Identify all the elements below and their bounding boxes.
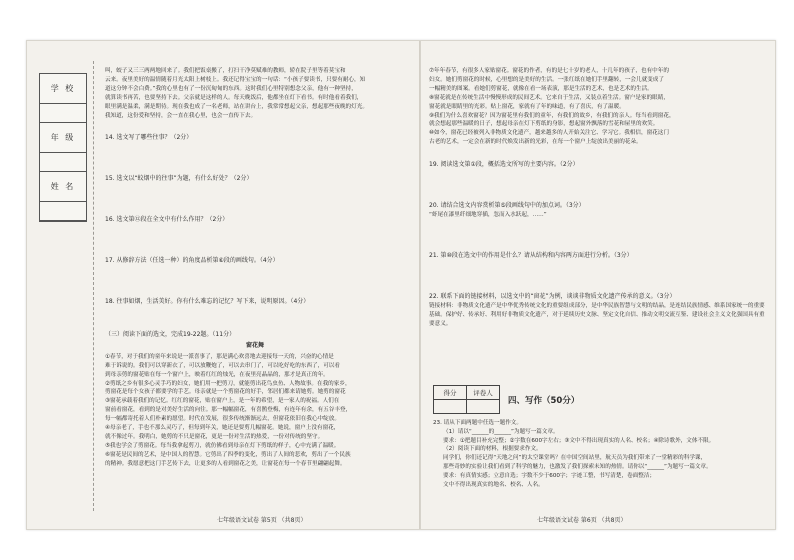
name-field[interactable] — [40, 202, 86, 221]
page-fold — [419, 41, 421, 529]
exam-sheet — [26, 40, 776, 530]
passage-line: ④母亲老了，手也不那么灵巧了，但每到年关，她还是要剪几幅窗花。她说，窗户上没有窗花， — [105, 425, 340, 432]
essay-line: 23. 请从下面两题中任选一题作文。 — [433, 420, 522, 426]
passage-line: ②剪纸之乡有很多心灵手巧的妇女，她们用一把剪刀，就能剪出花鸟虫鱼、人物故事。在我的家乡， — [105, 380, 351, 387]
grade-field[interactable] — [40, 153, 86, 172]
essay-line: 同学们，你们还记得“天地之问”的太空课堂吗？在中国空间站里，航天员为我们带来了一堂精彩的科学课， — [443, 455, 707, 462]
section-three-heading: （三）阅读下面的选文，完成19-22题。（11分） — [105, 330, 236, 338]
passage-line: ⑤我也学会了剪窗花。每当我拿起剪刀，就仿佛看到母亲在灯下剪纸的样子，心中充满了温暖。 — [105, 442, 340, 449]
score-box — [433, 385, 579, 414]
passage-line: ⑩如今，窗花已经被列入非物质文化遗产，越来越多的人开始关注它、学习它。我相信，窗花这门 — [429, 130, 669, 137]
passage-line: ⑨我们为什么喜欢窗花？因为窗花里有我们的童年，有我们的故乡，有我们的亲人。每当看到窗花， — [429, 112, 675, 119]
passage-line: 每一幅都寄托着人们朴素的愿望。时代在发展，很多传统渐渐远去，但窗花依旧在我心中绽放。 — [105, 416, 340, 423]
right-footer: 七年级语文试卷 第6页 （共8页） — [537, 517, 627, 524]
school-field[interactable] — [40, 104, 86, 123]
left-page — [105, 67, 405, 469]
answer-area[interactable] — [105, 266, 405, 284]
passage-line: 叫，蛟子又三三两两地回来了。我们把饭桌搬了，打扫干净莫赋难的教师，轿在院子里等着莫宝和 — [105, 68, 346, 74]
essay-line: （2）阅读下面的材料，根据要求作文。 — [443, 446, 542, 453]
question-20-quote: “虾尾在漆里纤细地穿插，忽而入水跃起，……” — [429, 211, 547, 218]
question-14: 14. 选文写了哪些往事？（2分） — [105, 134, 193, 142]
question-21: 21. 第⑩段在选文中的作用是什么？请从结构和内容两方面进行分析。（3分） — [429, 251, 633, 259]
question-16: 16. 选文第⑫段在全文中有什么作用？（2分） — [105, 216, 229, 224]
score-table — [433, 385, 500, 414]
question-18: 18. 往事如烟，生活美好。你有什么难忘的记忆？写下来，说明原因。（4分） — [105, 298, 310, 306]
grader-header: 评卷人 — [467, 386, 500, 400]
grader-cell[interactable] — [467, 400, 500, 414]
essay-line: 那些奇妙的实验让我们看到了科学的魅力，也激发了我们探索未知的热情。请你以“______”为题写一篇文章。 — [443, 463, 712, 470]
passage-line: 就算读书再苦，也要坚持下去。父亲就是这样的人。每天晚饭后，他都坐在灯下看书。有时他看着我们， — [105, 94, 363, 101]
essay-line: 文中不得出现真实的地名、校名、人名。 — [443, 481, 544, 488]
passage-line: 一幅精美的图案。看她们剪窗花，就像在看一场表演，那是生活的艺术，也是艺术的生活。 — [429, 85, 653, 92]
answer-area[interactable] — [105, 184, 405, 202]
passage-continued — [429, 67, 765, 147]
essay-line: （1）请以“______的______”为题写一篇文章。 — [443, 428, 559, 435]
school-label: 学 校 — [40, 74, 86, 104]
question-17: 17. 从修辞方法（任选一种）的角度品析第⑥段的画线句。（4分） — [105, 257, 279, 265]
passage-line: 剪窗花是每个女孩子都要学的手艺。母亲就是一个剪窗花的好手，邻居们都来请她剪。她剪的窗花 — [105, 389, 346, 396]
question-22: 22. 联系下面的链接材料，以选文中的“窗花”为例，谈谈非物质文化遗产传承的意义。（3分） — [429, 292, 676, 300]
essay-line: 要求：有真情实感；立意自选；字数不少于600字；字迹工整，书写清楚，卷面整洁； — [443, 472, 656, 479]
passage-line: 道这分钟不会白费。”我的心里也有了一份沉甸甸的东西。这时我们心里特别想念父亲，他有一种坚持， — [105, 85, 357, 92]
question-22-material: 链接材料：非物质文化遗产是中华优秀传统文化的重要组成部分，是中华民族智慧与文明的结晶，是连结民族情感、维系国家统一的重要基础。保护好、传承好、利用好非物质文化遗产，对于延续历史文脉、坚定文化自信、推动文明交流互鉴、建设社会主义文化强国具有重要意义。 — [429, 302, 765, 327]
score-cell[interactable] — [434, 400, 467, 414]
passage-line: 古老的艺术，一定会在新的时代焕发出新的光彩，在每一个窗户上绽放出美丽的花朵。 — [429, 139, 642, 146]
passage-line: 到母亲剪的窗花贴在每一个窗户上，映着红红的烛光，在夜里亮晶晶的，那才是真正的年。 — [105, 371, 329, 378]
passage-line: 云来。夜里美好的温情随着月光太阳上树枝上。我还记得宝宝的一句话：“小孩子要读书，只要有耐心，知 — [105, 76, 366, 83]
passage-line: 窗前看窗花，看到的是对美好生活的向往。那一幅幅窗花，有喜鹊登梅，有连年有余，有五谷丰登， — [105, 407, 352, 414]
passage-line: ③窗花承载着我们的记忆。红红的窗花，贴在窗户上，是一年的希望，是一家人的祝福。人们在 — [105, 398, 340, 405]
name-label: 姓 名 — [40, 172, 86, 202]
passage-line: ⑥窗花是民间的艺术，是中国人的智慧。它剪出了四季的变化，剪出了人间的悲欢，剪出了一个民族 — [105, 451, 351, 458]
right-page — [429, 67, 765, 328]
question-20: 20. 请结合选文内容赏析第⑤段画线句中的加点词。（3分） — [429, 202, 585, 210]
answer-area[interactable] — [105, 307, 405, 325]
passage-line: 就不像过年。我明白，她剪的不只是窗花，更是一份对生活的热爱，一份对传统的坚守。 — [105, 433, 324, 440]
score-header: 得分 — [434, 386, 467, 400]
passage-line: ⑧窗花就是在传统生活中慢慢形成的民间艺术。它来自于生活，又装点着生活。窗户是家的眼睛， — [429, 94, 669, 101]
answer-area[interactable] — [105, 225, 405, 243]
passage-body — [105, 353, 405, 469]
question-15: 15. 选文以“蚊烟中的往事”为题，有什么好处？（2分） — [105, 175, 253, 183]
passage-line: ⑦年年春节，有很多人家贴窗花。窗花的作者，有的是七十岁的老人，十几年的孩子，也有中年的 — [429, 68, 669, 74]
passage-line: 我知道，这份爱和坚持，会一直在我心里，也会一直传下去。 — [105, 112, 257, 119]
passage-top — [105, 67, 405, 120]
passage-line: 妇女。她们剪窗花的时候，心里想的是美好的生活。一张红纸在她们手里翻转，一会儿就变成了 — [429, 76, 664, 83]
passage-line: 就会想起那些温暖的日子，想起母亲在灯下剪纸的身影，想起窗外飘落的雪花和屋里的欢笑。 — [429, 121, 659, 128]
essay-line: 要求：①把题目补充完整；②字数在600字左右；③文中不得出现真实的人名、校名；④除诗歌外，文体不限。 — [443, 437, 715, 444]
answer-area[interactable] — [105, 143, 405, 161]
binding-line — [93, 61, 94, 511]
answer-area[interactable] — [429, 170, 765, 188]
question-19: 19. 阅读选文第①段，概括选文所写的主要内容。（2分） — [429, 161, 579, 169]
section-four-heading: 四、写作（50分） — [508, 395, 580, 406]
passage-title: 窗花舞 — [245, 341, 264, 349]
left-footer: 七年级语文试卷 第5页 （共8页） — [217, 517, 307, 524]
passage-line: 的精神。我愿意把这门手艺传下去，让更多的人看到窗花之美，让窗花在每一个春节里翩翩起舞。 — [105, 460, 346, 467]
answer-area[interactable] — [429, 220, 765, 238]
passage-line: 窗花就是眼睛里的光彩。贴上窗花，家就有了年的味道，有了喜庆，有了温暖。 — [429, 103, 625, 110]
grade-label: 年 级 — [40, 123, 86, 153]
passage-line: 眼里满是温柔，满是期待。现在我也成了一名老师，站在讲台上，我常常想起父亲，想起那些夜晚的灯光。 — [105, 103, 368, 110]
essay-prompt — [433, 419, 765, 489]
passage-line: ①春节，对于我们的童年来说是一派喜事了，那是满心欢喜地去迎接每一天的，兴奋的心情是 — [105, 353, 334, 360]
student-info-box — [39, 73, 87, 222]
answer-area[interactable] — [429, 261, 765, 279]
passage-line: 难于诉说的。我们可以穿新衣了，可以放鞭炮了，可以去串门了，可以吃好吃的东西了，可以看 — [105, 362, 340, 369]
